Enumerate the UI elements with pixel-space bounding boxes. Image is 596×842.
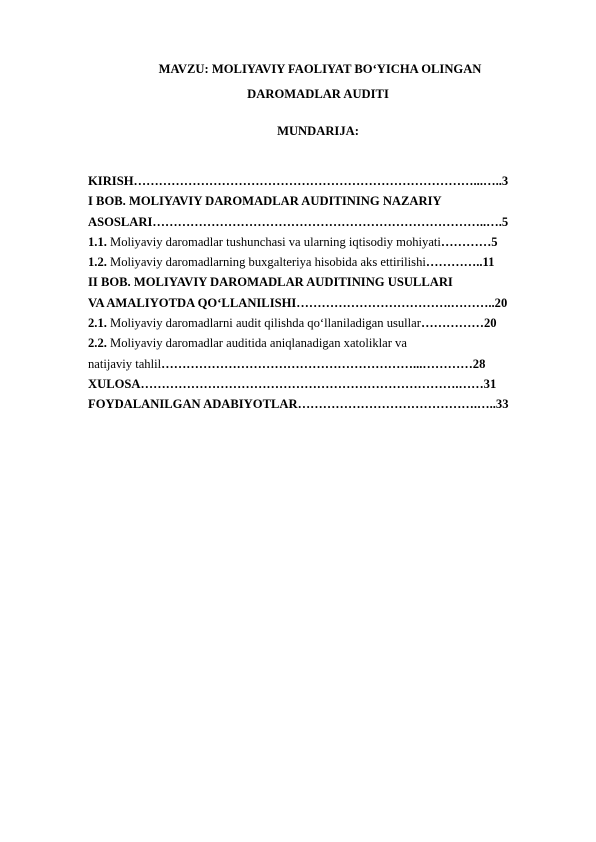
topic-title-line-1: MAVZU: MOLIYAVIY FAOLIYAT BO‘YICHA OLINGAN bbox=[158, 62, 482, 76]
toc-entry-bibliography bbox=[88, 394, 544, 414]
toc-entry-leader-page: ……………20 bbox=[420, 316, 497, 331]
toc-entry-text: FOYDALANILGAN ADABIYOTLAR…………………………………….…..33 bbox=[88, 397, 509, 412]
toc-entry-text: XULOSA………………………………………………………………….……31 bbox=[88, 376, 497, 391]
toc-entry-text: KIRISH………………………………………………………………………...…..3 bbox=[88, 174, 509, 188]
toc-entry-xulosa bbox=[88, 374, 544, 394]
toc-entry-chapter-2-line-2 bbox=[88, 293, 544, 313]
toc-entry-chapter-1-line-2 bbox=[88, 212, 544, 232]
toc-entry-text: natijaviy tahlil bbox=[88, 356, 162, 371]
table-of-contents bbox=[88, 171, 544, 415]
toc-entry-number: 2.1. bbox=[88, 316, 107, 331]
toc-entry-2-2-line-1 bbox=[88, 333, 544, 353]
toc-entry-text: Moliyaviy daromadlarning buxgalteriya hisobida aks ettirilishi bbox=[106, 255, 426, 270]
toc-entry-1-1 bbox=[88, 232, 544, 252]
toc-entry-text: II BOB. MOLIYAVIY DAROMADLAR AUDITINING USULLARI bbox=[88, 275, 453, 290]
toc-entry-chapter-1-line-1 bbox=[88, 191, 544, 211]
toc-entry-2-2-line-2 bbox=[88, 354, 544, 374]
toc-entry-kirish bbox=[88, 171, 544, 191]
toc-entry-text: I BOB. MOLIYAVIY DAROMADLAR AUDITINING NAZARIY bbox=[88, 194, 442, 209]
toc-entry-1-2 bbox=[88, 252, 544, 272]
toc-entry-leader-page: …………5 bbox=[440, 234, 498, 249]
toc-entry-number: 2.2. bbox=[88, 336, 107, 351]
toc-entry-text: Moliyaviy daromadlar tushunchasi va ularning iqtisodiy mohiyati bbox=[106, 234, 441, 249]
toc-entry-leader-page: ……………………………………………………...…………28 bbox=[161, 356, 486, 371]
toc-entry-chapter-2-line-1 bbox=[88, 272, 544, 292]
toc-entry-number: 1.2. bbox=[88, 255, 107, 270]
contents-heading: MUNDARIJA: bbox=[277, 124, 359, 138]
toc-entry-leader-page: …………..11 bbox=[425, 255, 495, 270]
toc-entry-text: Moliyaviy daromadlarni audit qilishda qo‘llaniladigan usullar bbox=[106, 316, 421, 331]
toc-entry-number: 1.1. bbox=[88, 234, 107, 249]
toc-entry-2-1 bbox=[88, 313, 544, 333]
topic-title-line-2: DAROMADLAR AUDITI bbox=[247, 87, 389, 101]
toc-entry-text: ASOSLARI……………………………………………………………………..….5 bbox=[88, 214, 509, 229]
toc-entry-text: Moliyaviy daromadlar auditida aniqlanadigan xatoliklar va bbox=[106, 336, 407, 351]
toc-entry-text: VA AMALIYOTDA QO‘LLANILISHI……………………………….………..20 bbox=[88, 295, 508, 310]
